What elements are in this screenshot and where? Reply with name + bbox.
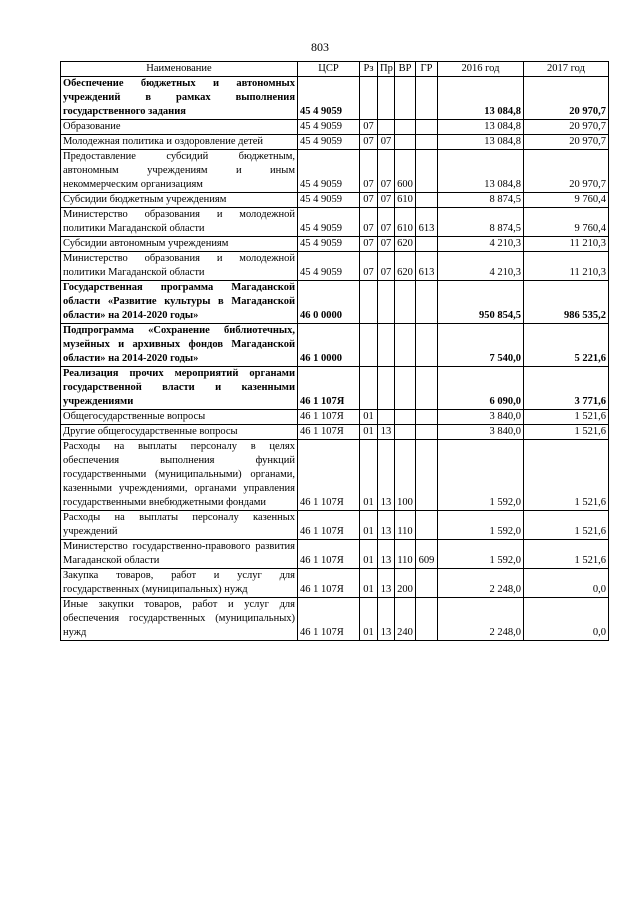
table-body <box>61 77 609 641</box>
cell-rz: 07 <box>360 252 378 281</box>
table-row <box>61 598 609 641</box>
cell-2016: 1 592,0 <box>438 440 524 511</box>
cell-vr: 110 <box>395 540 416 569</box>
cell-csr: 46 1 107Я <box>298 410 360 425</box>
table-row <box>61 252 609 281</box>
cell-csr: 46 1 107Я <box>298 540 360 569</box>
cell-name: Обеспечение бюджетных и автономных учреждений в рамках выполнения государственного задания <box>61 77 298 120</box>
cell-pr: 13 <box>378 569 395 598</box>
cell-gr <box>416 425 438 440</box>
cell-gr: 609 <box>416 540 438 569</box>
cell-gr <box>416 440 438 511</box>
cell-vr: 110 <box>395 511 416 540</box>
cell-vr: 610 <box>395 208 416 237</box>
cell-vr: 100 <box>395 440 416 511</box>
header-vr: ВР <box>395 62 416 77</box>
cell-rz: 01 <box>360 410 378 425</box>
cell-name: Министерство государственно-правового развития Магаданской области <box>61 540 298 569</box>
cell-csr: 45 4 9059 <box>298 237 360 252</box>
cell-rz: 07 <box>360 120 378 135</box>
cell-vr: 610 <box>395 193 416 208</box>
table-row <box>61 511 609 540</box>
cell-name: Реализация прочих мероприятий органами государственной власти и казенными учреждениями <box>61 367 298 410</box>
cell-csr: 46 1 107Я <box>298 440 360 511</box>
cell-name: Государственная программа Магаданской области «Развитие культуры в Магаданской области» на 2014-2020 годы» <box>61 281 298 324</box>
cell-name: Министерство образования и молодежной политики Магаданской области <box>61 208 298 237</box>
cell-vr <box>395 425 416 440</box>
cell-name: Другие общегосударственные вопросы <box>61 425 298 440</box>
cell-vr <box>395 324 416 367</box>
cell-vr <box>395 410 416 425</box>
cell-2017: 20 970,7 <box>524 135 609 150</box>
cell-rz <box>360 367 378 410</box>
budget-table <box>60 61 609 641</box>
cell-rz <box>360 324 378 367</box>
table-row <box>61 237 609 252</box>
cell-gr <box>416 511 438 540</box>
table-row <box>61 410 609 425</box>
cell-2016: 4 210,3 <box>438 252 524 281</box>
cell-rz: 07 <box>360 193 378 208</box>
cell-pr: 07 <box>378 150 395 193</box>
cell-2016: 4 210,3 <box>438 237 524 252</box>
cell-vr <box>395 120 416 135</box>
cell-csr: 45 4 9059 <box>298 150 360 193</box>
cell-2016: 2 248,0 <box>438 569 524 598</box>
cell-csr: 46 1 0000 <box>298 324 360 367</box>
cell-rz: 01 <box>360 425 378 440</box>
table-header-row <box>61 62 609 77</box>
header-rz: Рз <box>360 62 378 77</box>
cell-gr <box>416 77 438 120</box>
cell-gr <box>416 135 438 150</box>
cell-csr: 46 1 107Я <box>298 367 360 410</box>
cell-pr: 13 <box>378 440 395 511</box>
cell-gr <box>416 324 438 367</box>
cell-pr <box>378 281 395 324</box>
cell-pr: 13 <box>378 540 395 569</box>
cell-csr: 45 4 9059 <box>298 193 360 208</box>
cell-2017: 1 521,6 <box>524 540 609 569</box>
cell-rz: 07 <box>360 208 378 237</box>
cell-rz: 01 <box>360 598 378 641</box>
cell-name: Образование <box>61 120 298 135</box>
table-row <box>61 367 609 410</box>
cell-gr: 613 <box>416 208 438 237</box>
cell-pr: 13 <box>378 598 395 641</box>
cell-2017: 9 760,4 <box>524 208 609 237</box>
cell-csr: 45 4 9059 <box>298 77 360 120</box>
cell-name: Общегосударственные вопросы <box>61 410 298 425</box>
cell-2017: 9 760,4 <box>524 193 609 208</box>
cell-gr <box>416 367 438 410</box>
cell-2017: 5 221,6 <box>524 324 609 367</box>
cell-name: Иные закупки товаров, работ и услуг для обеспечения государственных (муниципальных) нужд <box>61 598 298 641</box>
cell-2017: 20 970,7 <box>524 150 609 193</box>
cell-name: Субсидии бюджетным учреждениям <box>61 193 298 208</box>
table-row <box>61 425 609 440</box>
header-name: Наименование <box>61 62 298 77</box>
cell-2016: 13 084,8 <box>438 120 524 135</box>
table-row <box>61 77 609 120</box>
cell-2017: 0,0 <box>524 569 609 598</box>
cell-2016: 8 874,5 <box>438 193 524 208</box>
cell-name: Закупка товаров, работ и услуг для государственных (муниципальных) нужд <box>61 569 298 598</box>
cell-csr: 46 1 107Я <box>298 569 360 598</box>
cell-gr <box>416 598 438 641</box>
header-2017: 2017 год <box>524 62 609 77</box>
cell-pr <box>378 367 395 410</box>
table-row <box>61 569 609 598</box>
cell-2017: 1 521,6 <box>524 440 609 511</box>
cell-name: Расходы на выплаты персоналу в целях обеспечения выполнения функций государственными (муниципальными) органами, казенными учреждениями, органами управления государственными внебюджетными фондами <box>61 440 298 511</box>
cell-pr: 07 <box>378 135 395 150</box>
cell-pr <box>378 77 395 120</box>
header-csr: ЦСР <box>298 62 360 77</box>
cell-2017: 20 970,7 <box>524 77 609 120</box>
cell-pr <box>378 324 395 367</box>
cell-csr: 45 4 9059 <box>298 135 360 150</box>
cell-rz: 07 <box>360 135 378 150</box>
table-row <box>61 193 609 208</box>
cell-pr: 07 <box>378 252 395 281</box>
table-row <box>61 120 609 135</box>
cell-2016: 13 084,8 <box>438 135 524 150</box>
cell-pr <box>378 120 395 135</box>
cell-csr: 46 1 107Я <box>298 511 360 540</box>
cell-2017: 20 970,7 <box>524 120 609 135</box>
cell-name: Предоставление субсидий бюджетным, автономным учреждениям и иным некоммерческим организациям <box>61 150 298 193</box>
cell-vr: 200 <box>395 569 416 598</box>
cell-2016: 8 874,5 <box>438 208 524 237</box>
cell-name: Министерство образования и молодежной политики Магаданской области <box>61 252 298 281</box>
cell-rz: 07 <box>360 237 378 252</box>
table-row <box>61 150 609 193</box>
cell-2016: 6 090,0 <box>438 367 524 410</box>
cell-gr <box>416 193 438 208</box>
cell-rz <box>360 281 378 324</box>
cell-vr: 620 <box>395 252 416 281</box>
cell-2016: 13 084,8 <box>438 150 524 193</box>
cell-rz <box>360 77 378 120</box>
header-gr: ГР <box>416 62 438 77</box>
table-row <box>61 281 609 324</box>
table-row <box>61 208 609 237</box>
cell-name: Субсидии автономным учреждениям <box>61 237 298 252</box>
cell-gr <box>416 237 438 252</box>
cell-vr <box>395 77 416 120</box>
cell-pr: 13 <box>378 511 395 540</box>
cell-rz: 01 <box>360 540 378 569</box>
cell-gr: 613 <box>416 252 438 281</box>
cell-gr <box>416 120 438 135</box>
cell-gr <box>416 281 438 324</box>
table-row <box>61 324 609 367</box>
cell-2017: 1 521,6 <box>524 511 609 540</box>
cell-2017: 1 521,6 <box>524 425 609 440</box>
cell-vr <box>395 367 416 410</box>
cell-csr: 45 4 9059 <box>298 208 360 237</box>
cell-2017: 0,0 <box>524 598 609 641</box>
cell-rz: 01 <box>360 511 378 540</box>
header-2016: 2016 год <box>438 62 524 77</box>
cell-pr: 07 <box>378 208 395 237</box>
header-pr: Пр <box>378 62 395 77</box>
cell-csr: 46 1 107Я <box>298 425 360 440</box>
cell-vr: 620 <box>395 237 416 252</box>
cell-pr: 07 <box>378 237 395 252</box>
cell-2016: 7 540,0 <box>438 324 524 367</box>
page-number: 803 <box>311 40 329 54</box>
cell-csr: 46 1 107Я <box>298 598 360 641</box>
cell-2016: 3 840,0 <box>438 410 524 425</box>
cell-vr <box>395 281 416 324</box>
cell-2016: 950 854,5 <box>438 281 524 324</box>
cell-2016: 3 840,0 <box>438 425 524 440</box>
cell-name: Подпрограмма «Сохранение библиотечных, музейных и архивных фондов Магаданской области» на 2014-2020 годы» <box>61 324 298 367</box>
cell-2016: 13 084,8 <box>438 77 524 120</box>
cell-gr <box>416 569 438 598</box>
table-row <box>61 135 609 150</box>
cell-csr: 46 0 0000 <box>298 281 360 324</box>
table-row <box>61 440 609 511</box>
cell-2017: 986 535,2 <box>524 281 609 324</box>
table-row <box>61 540 609 569</box>
cell-csr: 45 4 9059 <box>298 252 360 281</box>
cell-pr: 13 <box>378 425 395 440</box>
cell-pr <box>378 410 395 425</box>
cell-gr <box>416 410 438 425</box>
cell-name: Молодежная политика и оздоровление детей <box>61 135 298 150</box>
cell-vr: 600 <box>395 150 416 193</box>
cell-name: Расходы на выплаты персоналу казенных учреждений <box>61 511 298 540</box>
cell-2017: 3 771,6 <box>524 367 609 410</box>
cell-gr <box>416 150 438 193</box>
cell-2017: 1 521,6 <box>524 410 609 425</box>
cell-2016: 1 592,0 <box>438 540 524 569</box>
cell-2016: 2 248,0 <box>438 598 524 641</box>
cell-2016: 1 592,0 <box>438 511 524 540</box>
cell-pr: 07 <box>378 193 395 208</box>
cell-2017: 11 210,3 <box>524 237 609 252</box>
cell-rz: 07 <box>360 150 378 193</box>
cell-vr <box>395 135 416 150</box>
cell-2017: 11 210,3 <box>524 252 609 281</box>
cell-csr: 45 4 9059 <box>298 120 360 135</box>
cell-rz: 01 <box>360 440 378 511</box>
cell-rz: 01 <box>360 569 378 598</box>
cell-vr: 240 <box>395 598 416 641</box>
